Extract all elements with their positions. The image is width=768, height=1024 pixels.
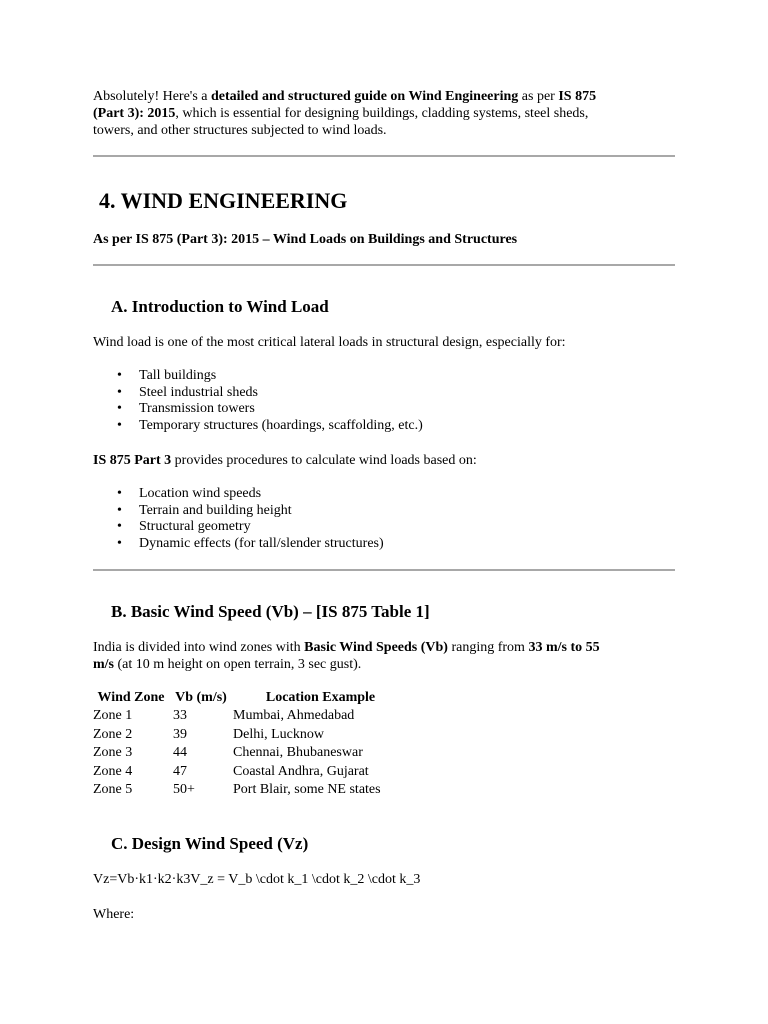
intro-text-3: , which is essential for designing buildings, cladding systems, steel sheds,: [175, 106, 589, 121]
list-item-text: Structural geometry: [139, 519, 251, 535]
list-item: [93, 536, 384, 553]
column-header-vb: Vb (m/s): [175, 690, 227, 705]
table-header-row: [91, 688, 410, 707]
table-cell: Mumbai, Ahmedabad: [233, 708, 355, 723]
chapter-subtitle: As per IS 875 (Part 3): 2015 – Wind Loads on Buildings and Structures: [93, 232, 518, 247]
list-item: [93, 503, 384, 520]
table-cell: Chennai, Bhubaneswar: [233, 745, 363, 760]
table-row: [91, 707, 410, 726]
list-item: [93, 401, 423, 418]
table-cell: 47: [173, 763, 187, 779]
section-b-text-1: India is divided into wind zones with: [93, 640, 305, 655]
list-item: [93, 486, 384, 503]
intro-bold-part3: (Part 3): 2015: [93, 106, 176, 121]
section-a-paragraph: Wind load is one of the most critical lateral loads in structural design, especially for:: [93, 335, 566, 350]
list-item: [93, 418, 423, 435]
section-b-line-2: [93, 656, 683, 673]
intro-bold-guide: detailed and structured guide on Wind Engineering: [211, 89, 519, 104]
bullet-icon: •: [117, 417, 122, 433]
speed-range-bold: 33 m/s to 55: [528, 640, 600, 655]
list-item-text: Steel industrial sheds: [139, 384, 258, 400]
section-c-heading: C. Design Wind Speed (Vz): [111, 834, 309, 853]
bullet-icon: •: [117, 486, 122, 501]
divider-2: [93, 264, 675, 266]
intro-bold-is875: IS 875: [558, 89, 597, 104]
section-a-list-1: [93, 368, 423, 434]
table-cell: 50+: [173, 782, 195, 797]
is875-part3-bold: IS 875 Part 3: [93, 453, 172, 468]
section-a-list-2: [93, 486, 384, 552]
table-cell: Zone 3: [93, 745, 133, 760]
table-cell: 39: [173, 726, 187, 742]
table-cell: Zone 1: [93, 708, 133, 723]
list-item: [93, 385, 423, 402]
list-item-text: Transmission towers: [139, 401, 255, 417]
table-row: [91, 763, 410, 782]
bullet-icon: •: [117, 401, 122, 417]
table-row: [91, 744, 410, 763]
list-item-text: Dynamic effects (for tall/slender structures): [139, 535, 384, 551]
speed-unit-bold: m/s: [93, 657, 114, 672]
chapter-title: 4. WIND ENGINEERING: [99, 188, 348, 213]
bullet-icon: •: [117, 519, 122, 535]
wind-zone-table: [91, 688, 410, 800]
bullet-icon: •: [117, 502, 122, 518]
list-item-text: Tall buildings: [139, 368, 217, 383]
table-cell: Zone 5: [93, 782, 133, 797]
design-wind-speed-formula: Vz=Vb·k1·k2·k3V_z = V_b \cdot k_1 \cdot k_2 \cdot k_3: [93, 872, 421, 887]
table-cell: Coastal Andhra, Gujarat: [233, 763, 369, 779]
basic-wind-speeds-bold: Basic Wind Speeds (Vb): [304, 640, 448, 655]
section-a-paragraph-2-text: provides procedures to calculate wind loads based on:: [171, 453, 477, 468]
intro-line-3: towers, and other structures subjected to wind loads.: [93, 123, 387, 138]
list-item: [93, 368, 423, 385]
table-cell: Port Blair, some NE states: [233, 782, 381, 797]
list-item-text: Location wind speeds: [139, 486, 262, 501]
bullet-icon: •: [117, 384, 122, 400]
table-row: [91, 726, 410, 745]
section-b-heading: B. Basic Wind Speed (Vb) – [IS 875 Table 1]: [111, 602, 430, 621]
intro-paragraph: [93, 88, 683, 139]
section-a-paragraph-2: [93, 452, 477, 469]
column-header-location: Location Example: [265, 690, 376, 705]
divider-3: [93, 569, 675, 571]
bullet-icon: •: [117, 368, 122, 383]
list-item-text: Temporary structures (hoardings, scaffolding, etc.): [139, 417, 423, 433]
table-cell: Zone 2: [93, 726, 133, 742]
intro-line-1: [93, 88, 683, 105]
list-item: [93, 519, 384, 536]
intro-text-2: as per: [518, 89, 559, 104]
table-cell: Delhi, Lucknow: [233, 726, 324, 742]
list-item-text: Terrain and building height: [139, 502, 292, 518]
table-cell: 44: [173, 745, 187, 760]
section-a-heading: A. Introduction to Wind Load: [111, 297, 329, 316]
intro-line-2: [93, 105, 683, 122]
section-b-paragraph: [93, 639, 683, 673]
section-b-line-1: [93, 639, 683, 656]
table-cell: 33: [173, 708, 187, 723]
section-b-text-3: (at 10 m height on open terrain, 3 sec gust).: [114, 657, 362, 672]
table-row: [91, 781, 410, 800]
where-label: Where:: [93, 907, 135, 922]
column-header-wind-zone: Wind Zone: [97, 690, 165, 705]
intro-text-1: Absolutely! Here's a: [93, 89, 211, 104]
table-cell: Zone 4: [93, 763, 133, 779]
divider-1: [93, 155, 675, 157]
section-b-text-2: ranging from: [447, 640, 529, 655]
bullet-icon: •: [117, 535, 122, 551]
